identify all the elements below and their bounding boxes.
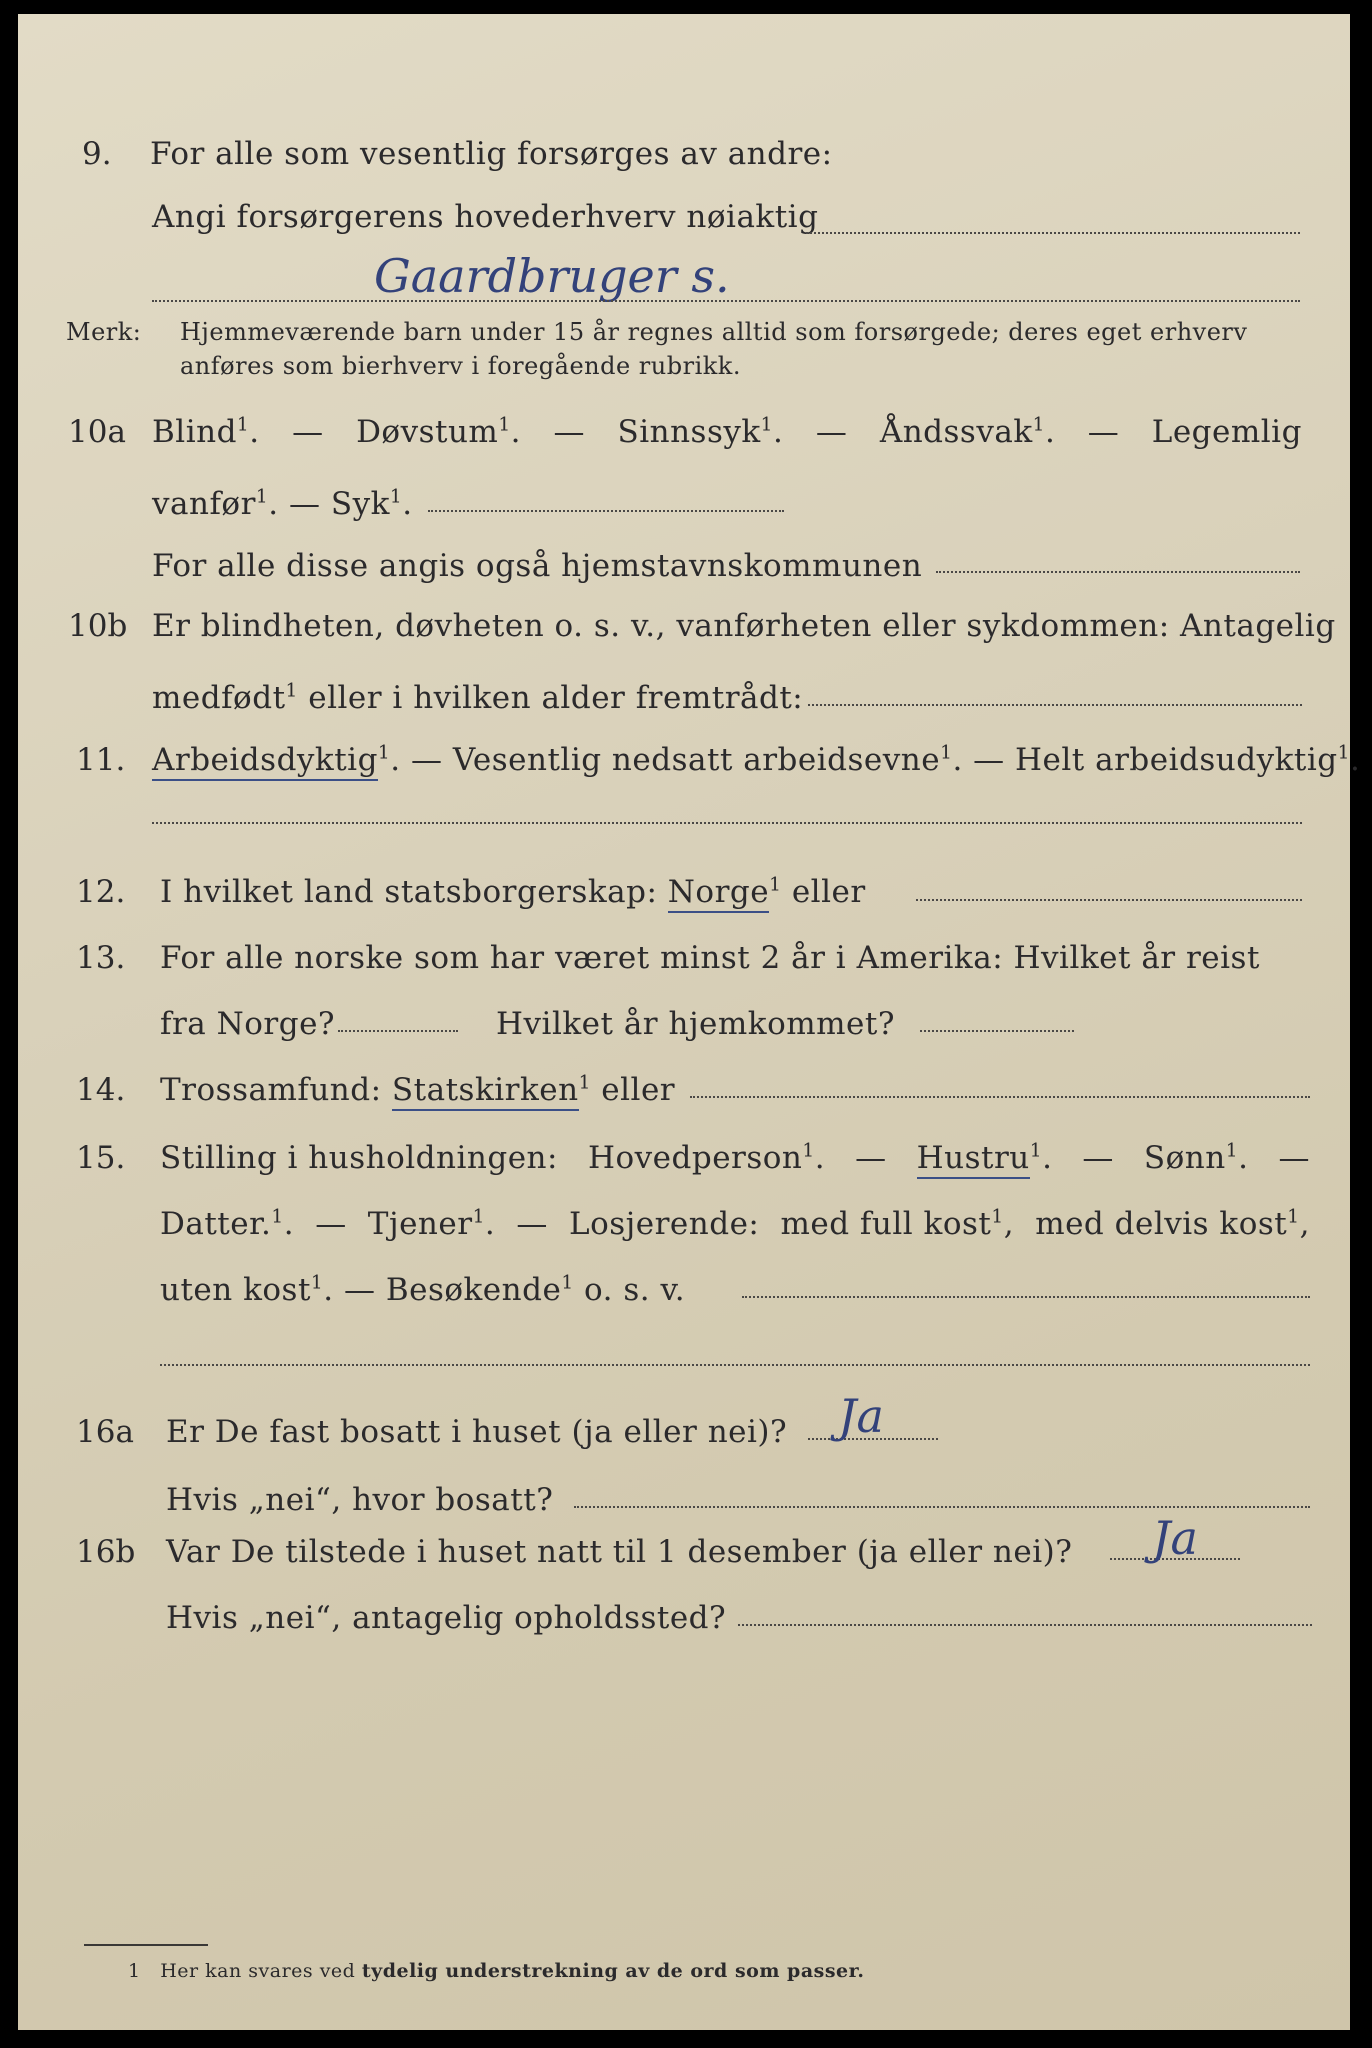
- dash: —: [1082, 1140, 1114, 1176]
- q15-delvis-kost: med delvis kost: [1035, 1206, 1288, 1242]
- q16b-opholdssted-answer-line: [738, 1624, 1312, 1626]
- q9-heading: For alle som vesentlig forsørges av andre:: [150, 136, 833, 172]
- dot: .: [268, 486, 279, 522]
- sup: 1: [310, 1272, 324, 1294]
- dash: —: [410, 742, 443, 778]
- sup: 1: [1337, 742, 1350, 764]
- q16a-line2: Hvis „nei“, hvor bosatt?: [166, 1482, 554, 1518]
- q15-option-delvis-kost: med delvis kost$^1$,: [1035, 1206, 1310, 1242]
- q13-number: 13.: [76, 940, 126, 976]
- footnote-rule: [84, 1944, 208, 1946]
- dash: —: [815, 414, 848, 450]
- sup: 1: [271, 1206, 284, 1228]
- q15-losjerende: Losjerende:: [568, 1206, 760, 1242]
- sup: 1: [472, 1206, 485, 1228]
- sup: 1: [1029, 1140, 1043, 1162]
- q15-datter: Datter.: [160, 1206, 272, 1242]
- q13-line1: For alle norske som har været minst 2 år i Amerika: Hvilket år reist: [160, 940, 1260, 976]
- q12-eller: eller: [791, 874, 866, 910]
- q12-answer-line: [916, 899, 1302, 901]
- q16b-line1: Var De tilstede i huset natt til 1 desember (ja eller nei)?: [166, 1534, 1073, 1570]
- q15-option-sonn: [1144, 1138, 1249, 1178]
- footnote-plain: Her kan svares ved: [160, 1960, 356, 1982]
- q12-norge-underlined: Norge: [668, 874, 769, 913]
- q9-handwritten-answer: Gaardbruger s.: [374, 249, 730, 303]
- q11-arbeidsdyktig-underlined: Arbeidsdyktig: [152, 742, 378, 781]
- q10a-line2: [152, 484, 413, 524]
- q10a-vanfor: vanfør: [152, 486, 256, 522]
- q16b-line2: Hvis „nei“, antagelig opholdssted?: [166, 1600, 727, 1636]
- q9-number: 9.: [82, 136, 112, 172]
- q11-helt-arbeidsudyktig: Helt arbeidsudyktig: [1015, 742, 1338, 778]
- q15-answer-line-2: [160, 1364, 1310, 1366]
- q14-eller: eller: [601, 1072, 676, 1108]
- q15-full-kost: med full kost: [780, 1206, 992, 1242]
- q13-hjemkommet-answer-line: [920, 1030, 1074, 1032]
- dot: .: [510, 414, 522, 450]
- dash: —: [288, 486, 321, 522]
- footnote-bold: tydelig understrekning av de ord som passer.: [361, 1960, 865, 1982]
- q15-answer-line: [742, 1296, 1310, 1298]
- q10a-sinnssyk: Sinnssyk: [617, 414, 761, 450]
- merk-label: Merk:: [66, 318, 142, 346]
- q11-vesentlig-nedsatt: Vesentlig nedsatt arbeidsevne: [452, 742, 941, 778]
- dot: .: [1349, 742, 1361, 778]
- q15-osv: o. s. v.: [584, 1272, 686, 1308]
- q14-number: 14.: [76, 1072, 126, 1108]
- dash: —: [343, 1272, 376, 1308]
- q14-line: [160, 1070, 675, 1110]
- q15-number: 15.: [76, 1140, 126, 1176]
- q10b-number: 10b: [68, 608, 128, 644]
- sup: 1: [760, 414, 774, 436]
- dot: .: [323, 1272, 334, 1308]
- q10b-answer-line: [808, 704, 1302, 706]
- q12-prefix: I hvilket land statsborgerskap:: [160, 874, 658, 910]
- dot: .: [1044, 414, 1056, 450]
- sup: 1: [769, 874, 782, 896]
- q15-line3: [160, 1270, 685, 1310]
- q10b-line1: Er blindheten, døvheten o. s. v., vanførheten eller sykdommen: Antagelig: [152, 608, 1336, 644]
- q10a-option-andssvak: [880, 412, 1056, 452]
- dot: .: [952, 742, 963, 778]
- dash: —: [292, 414, 324, 450]
- q15-line2: [160, 1204, 1310, 1244]
- dot: .: [283, 1206, 295, 1242]
- q10a-number: 10a: [68, 414, 126, 450]
- merk-text-line1: Hjemmeværende barn under 15 år regnes alltid som forsørgede; deres eget erhverv: [180, 318, 1248, 346]
- q10a-blind: Blind: [152, 414, 237, 450]
- q10a-hjemstavn-answer-line: [936, 571, 1300, 573]
- q11-line: [152, 740, 1360, 780]
- dash: —: [553, 414, 585, 450]
- sup: 1: [1287, 1206, 1300, 1228]
- q10a-syk-answer-line: [428, 510, 784, 512]
- q13-fra-norge: fra Norge?: [160, 1006, 336, 1042]
- dash: —: [315, 1206, 347, 1242]
- q10a-option-blind: [152, 412, 260, 452]
- q15-option-hovedperson: [588, 1138, 825, 1178]
- q15-option-tjener: [368, 1204, 495, 1244]
- q15-option-full-kost: med full kost$^1$,: [780, 1206, 1015, 1242]
- dash: —: [855, 1140, 887, 1176]
- q13-fra-norge-answer-line: [338, 1030, 458, 1032]
- q16a-number: 16a: [76, 1414, 134, 1450]
- q11-answer-line: [152, 822, 1302, 824]
- sup: 1: [991, 1206, 1004, 1228]
- dash: —: [1278, 1140, 1310, 1176]
- q16a-handwritten-answer: Ja: [838, 1389, 884, 1443]
- q15-option-hustru: [917, 1138, 1053, 1178]
- q10b-line2: [152, 678, 803, 718]
- dot: .: [1042, 1140, 1053, 1176]
- footnote-mark: 1: [128, 1960, 141, 1982]
- merk-text-line2: anføres som bierhverv i foregående rubrikk.: [180, 352, 741, 380]
- sup: 1: [255, 486, 269, 508]
- q15-sonn: Sønn: [1143, 1140, 1226, 1176]
- q15-option-datter: [160, 1204, 294, 1244]
- dash: —: [516, 1206, 548, 1242]
- sup: 1: [561, 1272, 574, 1294]
- sup: 1: [578, 1072, 591, 1094]
- q12-line: [160, 872, 866, 912]
- sup: 1: [236, 414, 250, 436]
- q10a-line1: [152, 412, 1302, 452]
- q10a-dovstum: Døvstum: [356, 414, 499, 450]
- sup: 1: [377, 742, 391, 764]
- footnote: [128, 1958, 865, 1984]
- sup: 1: [389, 486, 403, 508]
- q11-number: 11.: [76, 742, 126, 778]
- q14-prefix: Trossamfund:: [160, 1072, 382, 1108]
- q15-line1: [160, 1138, 1310, 1178]
- q10a-legemlig: Legemlig: [1151, 414, 1302, 450]
- q10a-syk: Syk: [330, 486, 390, 522]
- dot: .: [484, 1206, 496, 1242]
- dot: .: [249, 414, 260, 450]
- q9-answer-line: [806, 232, 1300, 234]
- q16a-bosatt-answer-line: [574, 1506, 1310, 1508]
- q15-tjener: Tjener: [367, 1206, 473, 1242]
- dash: —: [973, 742, 1005, 778]
- dot: .: [390, 742, 401, 778]
- q15-hustru-underlined: Hustru: [917, 1140, 1030, 1179]
- q10a-option-dovstum: [356, 412, 521, 452]
- q12-number: 12.: [76, 874, 126, 910]
- q15-besokende: Besøkende: [385, 1272, 562, 1308]
- q16a-line1: Er De fast bosatt i huset (ja eller nei)?: [166, 1414, 788, 1450]
- q9-prompt: Angi forsørgerens hovederhverv nøiaktig: [152, 199, 819, 235]
- sup: 1: [285, 680, 298, 702]
- sup: 1: [498, 414, 511, 436]
- q15-uten-kost: uten kost: [160, 1272, 311, 1308]
- q10a-line3: For alle disse angis også hjemstavnskommunen: [152, 548, 923, 584]
- dash: —: [1087, 414, 1120, 450]
- sup: 1: [940, 742, 953, 764]
- q10b-medfodt: medfødt: [152, 680, 286, 716]
- q15-prefix: Stilling i husholdningen:: [160, 1140, 558, 1176]
- q10b-alder: eller i hvilken alder fremtrådt:: [308, 680, 804, 716]
- q14-statskirken-underlined: Statskirken: [392, 1072, 579, 1111]
- q13-hjemkommet: Hvilket år hjemkommet?: [496, 1006, 895, 1042]
- dot: .: [1238, 1140, 1249, 1176]
- q15-hovedperson: Hovedperson: [587, 1140, 803, 1176]
- q16b-number: 16b: [76, 1534, 136, 1570]
- dot: .: [402, 486, 413, 522]
- q10a-andssvak: Åndssvak: [879, 414, 1033, 450]
- q16b-handwritten-answer: Ja: [1152, 1511, 1198, 1565]
- sup: 1: [802, 1140, 815, 1162]
- sup: 1: [1032, 414, 1045, 436]
- dot: .: [773, 414, 784, 450]
- q9-answer-line-2: [152, 300, 1300, 302]
- dot: .: [814, 1140, 826, 1176]
- q14-answer-line: [690, 1096, 1310, 1098]
- census-form-page: [18, 14, 1361, 2030]
- sup: 1: [1225, 1140, 1239, 1162]
- q10a-option-sinnssyk: [617, 412, 783, 452]
